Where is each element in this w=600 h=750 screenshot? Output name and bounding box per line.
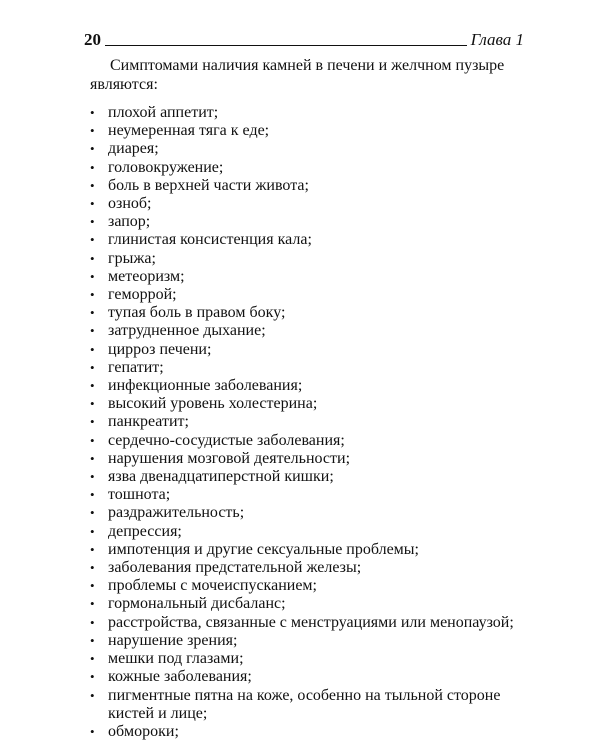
bullet-icon: •: [90, 723, 95, 739]
bullet-icon: •: [90, 378, 95, 394]
bullet-icon: •: [90, 541, 95, 557]
intro-paragraph: Симптомами наличия камней в печени и желчном пузыре являются:: [90, 57, 505, 93]
list-item-text: нарушение зрения;: [108, 631, 238, 649]
list-item-text: тупая боль в правом боку;: [108, 304, 286, 322]
bullet-icon: •: [90, 268, 95, 284]
bullet-icon: •: [90, 323, 95, 339]
list-item-text: проблемы с мочеиспусканием;: [108, 577, 317, 595]
list-item: [90, 104, 524, 122]
list-item-text: метеоризм;: [108, 267, 185, 285]
list-item-text: сердечно-сосудистые заболевания;: [108, 431, 345, 449]
bullet-icon: •: [90, 105, 95, 120]
list-item: [90, 559, 524, 577]
list-item-text: тошнота;: [108, 486, 171, 504]
list-item: [90, 687, 524, 723]
list-item-text: панкреатит;: [108, 413, 189, 431]
list-item: [90, 504, 524, 522]
list-item: [90, 395, 524, 413]
bullet-icon: •: [90, 414, 95, 430]
list-item: [90, 577, 524, 595]
bullet-icon: •: [90, 596, 95, 612]
list-item-text: инфекционные заболевания;: [108, 377, 303, 395]
list-item: [90, 432, 524, 450]
list-item-text: расстройства, связанные с менструациями или менопаузой;: [108, 613, 514, 631]
list-item: [90, 632, 524, 650]
bullet-icon: •: [90, 196, 95, 212]
bullet-icon: •: [90, 359, 95, 375]
bullet-icon: •: [90, 487, 95, 503]
bullet-icon: •: [90, 123, 95, 139]
list-item-text: затрудненное дыхание;: [108, 322, 266, 340]
list-item: [90, 268, 524, 286]
list-item: [90, 468, 524, 486]
bullet-icon: •: [90, 669, 95, 685]
list-item: [90, 595, 524, 613]
list-item-text: гепатит;: [108, 358, 164, 376]
list-item-text: депрессия;: [108, 522, 182, 540]
chapter-title: Глава 1: [470, 30, 524, 49]
list-item-text: нарушения мозговой деятельности;: [108, 449, 351, 467]
list-item-text: диарея;: [108, 140, 159, 158]
list-item: [90, 177, 524, 195]
bullet-icon: •: [90, 141, 95, 157]
list-item: [90, 523, 524, 541]
list-item: [90, 250, 524, 268]
list-item: [90, 450, 524, 468]
bullet-icon: •: [90, 341, 95, 357]
list-item-text: грыжа;: [108, 249, 156, 267]
bullet-icon: •: [90, 177, 95, 193]
list-item-text: плохой аппетит;: [108, 104, 219, 121]
list-item-text: обмороки;: [108, 722, 179, 740]
list-item: [90, 614, 524, 632]
list-item-text: мешки под глазами;: [108, 650, 244, 668]
bullet-icon: •: [90, 560, 95, 576]
header-rule: [105, 44, 467, 46]
list-item-text: запор;: [108, 213, 151, 231]
list-item-text: геморрой;: [108, 286, 177, 304]
list-item-text: головокружение;: [108, 158, 224, 176]
list-item-text: импотенция и другие сексуальные проблемы;: [108, 540, 419, 558]
bullet-icon: •: [90, 432, 95, 448]
bullet-icon: •: [90, 578, 95, 594]
bullet-icon: •: [90, 305, 95, 321]
list-item: [90, 122, 524, 140]
list-item: [90, 486, 524, 504]
list-item: [90, 195, 524, 213]
bullet-icon: •: [90, 159, 95, 175]
bullet-icon: •: [90, 523, 95, 539]
list-item: [90, 377, 524, 395]
bullet-icon: •: [90, 250, 95, 266]
bullet-icon: •: [90, 469, 95, 485]
bullet-icon: •: [90, 214, 95, 230]
running-header: [84, 26, 524, 50]
list-item-text: высокий уровень холестерина;: [108, 395, 318, 413]
bullet-icon: •: [90, 287, 95, 303]
list-item: [90, 140, 524, 158]
list-item-text: кожные заболевания;: [108, 668, 252, 686]
list-item: [90, 668, 524, 686]
bullet-icon: •: [90, 505, 95, 521]
bullet-icon: •: [90, 450, 95, 466]
list-item-text: пигментные пятна на коже, особенно на тыльной стороне кистей и лице;: [108, 686, 501, 722]
list-item-text: глинистая консистенция кала;: [108, 231, 312, 249]
page-number: 20: [84, 30, 101, 49]
list-item: [90, 341, 524, 359]
list-item: [90, 359, 524, 377]
list-item-text: гормональный дисбаланс;: [108, 595, 286, 613]
list-item: [90, 304, 524, 322]
bullet-icon: •: [90, 651, 95, 667]
bullet-icon: •: [90, 687, 95, 703]
list-item: [90, 231, 524, 249]
list-item: [90, 650, 524, 668]
list-item: [90, 723, 524, 741]
list-item-text: цирроз печени;: [108, 340, 212, 358]
list-item: [90, 213, 524, 231]
bullet-icon: •: [90, 614, 95, 630]
bullet-icon: •: [90, 232, 95, 248]
list-item-text: неумеренная тяга к еде;: [108, 122, 270, 140]
list-item-text: заболевания предстательной железы;: [108, 559, 362, 577]
list-item-text: язва двенадцатиперстной кишки;: [108, 468, 334, 486]
list-item-text: раздражительность;: [108, 504, 245, 522]
list-item: [90, 322, 524, 340]
bullet-icon: •: [90, 396, 95, 412]
list-item: [90, 286, 524, 304]
symptom-list: [90, 104, 524, 741]
list-item-text: озноб;: [108, 195, 152, 213]
bullet-icon: •: [90, 632, 95, 648]
list-item: [90, 541, 524, 559]
list-item: [90, 413, 524, 431]
list-item: [90, 159, 524, 177]
list-item-text: боль в верхней части живота;: [108, 176, 309, 194]
